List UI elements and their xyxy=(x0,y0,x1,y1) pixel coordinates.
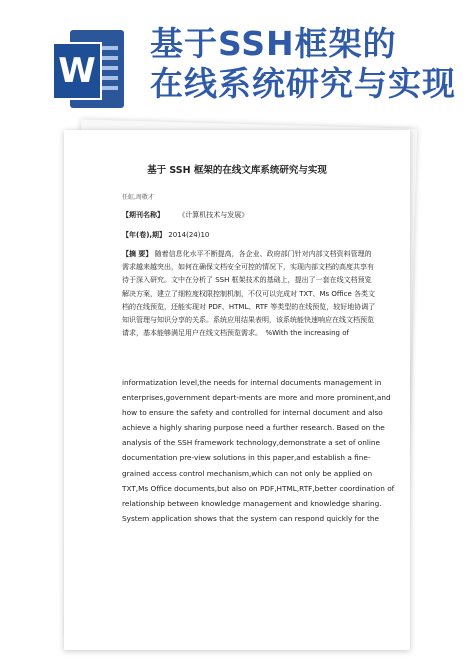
english-line: achieve a highly sharing purpose need a further research. Based on the xyxy=(122,423,385,433)
word-letter: W xyxy=(52,42,102,100)
journal-row xyxy=(122,210,248,220)
abstract-english xyxy=(122,375,395,526)
english-line: enterprises,government depart-ments are more and more prominent,and xyxy=(122,393,391,403)
document-authors: 任虹,周敬才 xyxy=(122,194,154,201)
abstract-chinese xyxy=(122,248,376,340)
english-line: analysis of the SSH framework technology,demonstrate a set of online xyxy=(122,438,381,448)
english-line: grained access control mechanism,which can not only be applied on xyxy=(122,468,373,478)
abstract-line: 【摘 要】 随着信息化水平不断提高，各企业、政府部门针对内部文档资料管理的 xyxy=(122,250,372,258)
english-line: System application shows that the system can respond quickly for the xyxy=(122,513,379,523)
banner-title-line-2: 在线系统研究与实现 xyxy=(150,64,456,103)
abstract-line: 知识管理与知识分享的关系。系统应用结果表明，该系统能快速响应在线文档预览 xyxy=(122,316,374,325)
english-line: TXT,Ms Office documents,but also on PDF,HTML,RTF,better coordination of xyxy=(122,483,395,493)
journal-value: 《计算机技术与发展》 xyxy=(178,211,249,219)
issue-row xyxy=(122,230,209,240)
abstract-line: 解决方案，建立了细粒度权限控制机制，不仅可以完成对 TXT、Ms Office 各类文 xyxy=(122,289,376,298)
english-line: relationship between knowledge management and knowledge sharing. xyxy=(122,498,382,508)
english-line: informatization level,the needs for internal documents management in xyxy=(122,378,382,387)
banner-title xyxy=(150,24,470,104)
document-preview xyxy=(64,130,410,650)
english-line: how to ensure the safety and controlled for internal document and also xyxy=(122,408,383,418)
document-page xyxy=(64,130,410,650)
issue-label: 【年(卷),期】 xyxy=(122,231,167,239)
english-line: documentation pre-view solutions in this paper,and establish a fine- xyxy=(122,453,371,463)
abstract-line: 需求越来越突出，如何在确保文档安全可控的情况下，实现内部文档的高度共享有 xyxy=(122,263,374,272)
banner-title-line-1: 基于SSH框架的 xyxy=(150,24,397,63)
abstract-label: 【摘 要】 xyxy=(122,250,153,258)
abstract-line: 档的在线预览，还能实现对 PDF、HTML、RTF 等类型的在线预览，较好地协调了 xyxy=(122,302,376,311)
abstract-line: 请求，基本能够满足用户在线文档预览需求。 %With the increasing of xyxy=(122,329,349,338)
issue-value: 2014(24)10 xyxy=(168,231,210,239)
document-title: 基于 SSH 框架的在线文库系统研究与实现 xyxy=(147,165,327,176)
abstract-line: 待于深入研究。文中在分析了 SSH 框架技术的基础上，提出了一套在线文档预览 xyxy=(122,276,372,285)
journal-label: 【期刊名称】 xyxy=(122,211,164,219)
banner xyxy=(0,0,474,120)
word-document-icon xyxy=(52,30,124,108)
